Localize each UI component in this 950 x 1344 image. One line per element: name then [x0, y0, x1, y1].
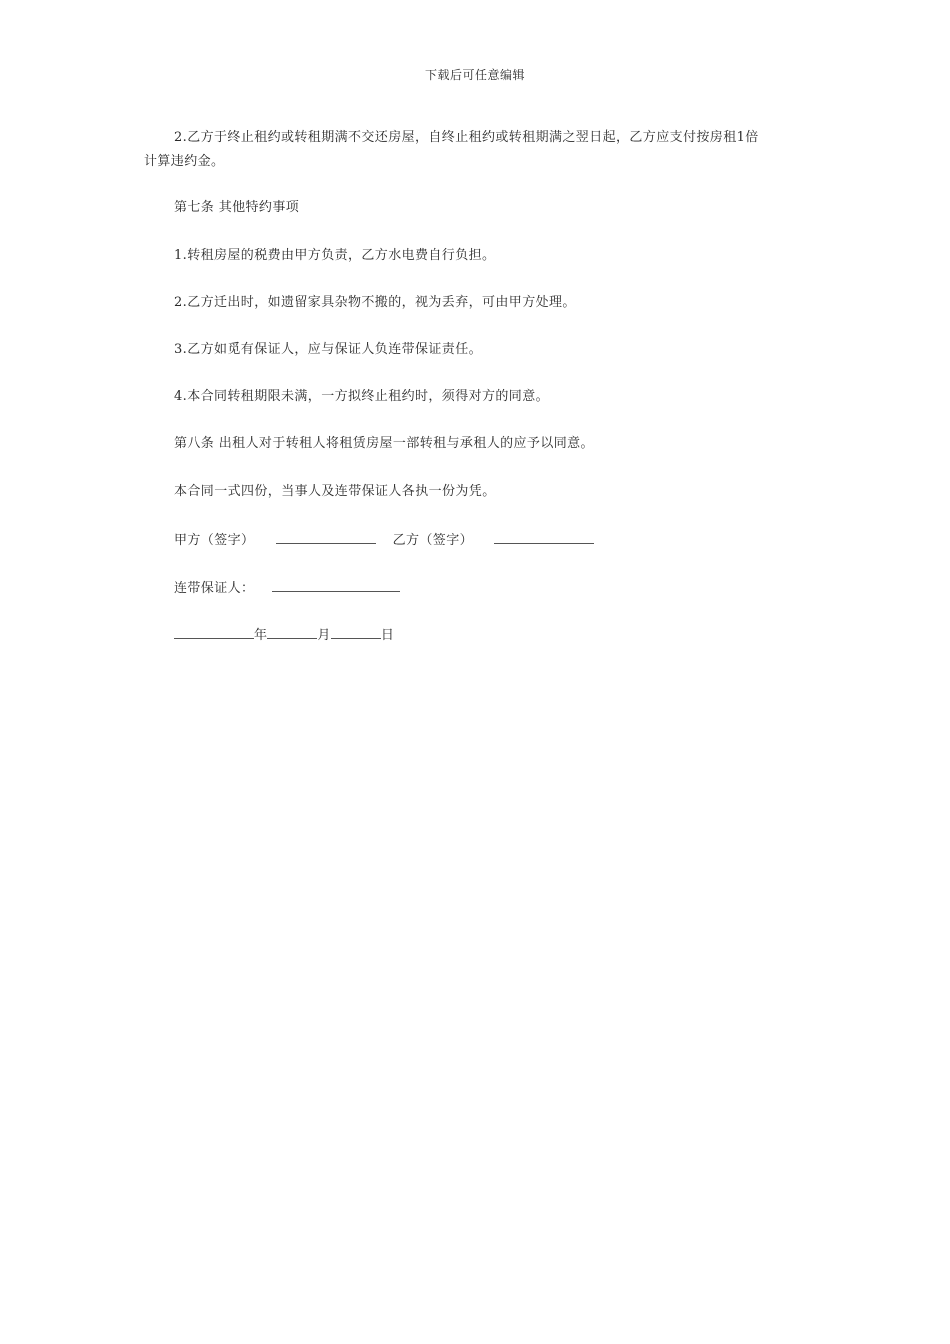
article-7-item-1: 1.转租房屋的税费由甲方负责，乙方水电费自行负担。 — [174, 248, 496, 263]
page-header: 下载后可任意编辑 — [424, 68, 525, 82]
day-label: 日 — [380, 628, 395, 643]
clause-item-2-line-1: 2.乙方于终止租约或转租期满不交还房屋，自终止租约或转租期满之翌日起，乙方应支付按房租1倍 — [174, 130, 759, 145]
party-a-signature-blank[interactable] — [276, 529, 376, 544]
year-blank[interactable] — [174, 624, 254, 639]
party-b-signature-blank[interactable] — [494, 529, 594, 544]
month-label: 月 — [317, 628, 331, 643]
guarantor-label: 连带保证人： — [174, 581, 255, 596]
article-7-item-2: 2.乙方迁出时，如遗留家具杂物不搬的，视为丢弃，可由甲方处理。 — [174, 295, 576, 310]
party-b-label: 乙方（签字） — [392, 533, 473, 548]
date-row — [174, 624, 394, 646]
copies-statement: 本合同一式四份，当事人及连带保证人各执一份为凭。 — [174, 484, 496, 499]
article-8: 第八条 出租人对于转租人将租赁房屋一部转租与承租人的应予以同意。 — [174, 436, 594, 451]
article-7-item-4: 4.本合同转租期限未满，一方拟终止租约时，须得对方的同意。 — [174, 389, 550, 404]
article-7-item-3: 3.乙方如觅有保证人，应与保证人负连带保证责任。 — [174, 342, 483, 357]
guarantor-signature-blank[interactable] — [272, 577, 400, 592]
signature-row — [174, 529, 594, 551]
article-7-title: 第七条 其他特约事项 — [174, 200, 300, 215]
clause-item-2-paragraph — [144, 126, 809, 174]
clause-item-2-line-2: 计算违约金。 — [144, 154, 225, 169]
month-blank[interactable] — [267, 624, 317, 639]
guarantor-row — [174, 577, 400, 599]
party-a-label: 甲方（签字） — [174, 533, 255, 548]
day-blank[interactable] — [331, 624, 381, 639]
year-label: 年 — [254, 628, 268, 643]
